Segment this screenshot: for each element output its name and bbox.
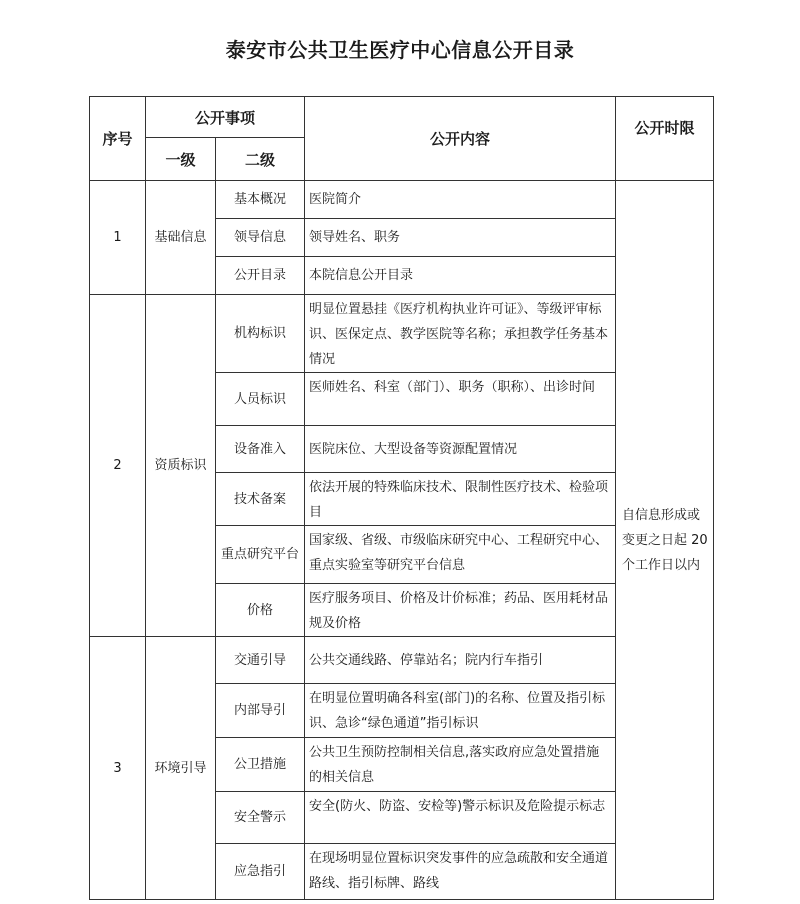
row-content: 在现场明显位置标识突发事件的应急疏散和安全通道路线、指引标牌、路线 [305, 844, 616, 900]
row-content: 医院床位、大型设备等资源配置情况 [305, 426, 616, 473]
row-level2: 安全警示 [216, 792, 305, 844]
row-content: 依法开展的特殊临床技术、限制性医疗技术、检验项目 [305, 473, 616, 526]
row-content: 公共交通线路、停靠站名；院内行车指引 [305, 637, 616, 684]
row-level2: 应急指引 [216, 844, 305, 900]
row-level2: 内部导引 [216, 684, 305, 738]
row-level2: 交通引导 [216, 637, 305, 684]
row-content: 在明显位置明确各科室(部门)的名称、位置及指引标识、急诊“绿色通道”指引标识 [305, 684, 616, 738]
group-seq: 3 [90, 637, 146, 900]
group-seq: 1 [90, 181, 146, 295]
header-level1: 一级 [146, 138, 216, 181]
row-level2: 机构标识 [216, 295, 305, 373]
row-content: 医疗服务项目、价格及计价标准；药品、医用耗材品规及价格 [305, 584, 616, 637]
group-level1: 基础信息 [146, 181, 216, 295]
row-level2: 领导信息 [216, 219, 305, 257]
header-time: 公开时限 [616, 97, 714, 181]
row-content: 领导姓名、职务 [305, 219, 616, 257]
row-level2: 技术备案 [216, 473, 305, 526]
header-level2: 二级 [216, 138, 305, 181]
group-level1: 环境引导 [146, 637, 216, 900]
time-limit: 自信息形成或变更之日起 20 个工作日以内 [616, 181, 714, 900]
row-level2: 人员标识 [216, 373, 305, 426]
row-level2: 公卫措施 [216, 738, 305, 792]
row-content: 医师姓名、科室（部门）、职务（职称）、出诊时间 [305, 373, 616, 426]
row-content: 安全(防火、防盗、安检等)警示标识及危险提示标志 [305, 792, 616, 844]
row-content: 明显位置悬挂《医疗机构执业许可证》、等级评审标识、医保定点、教学医院等名称；承担教学任务基本情况 [305, 295, 616, 373]
page-title: 泰安市公共卫生医疗中心信息公开目录 [225, 38, 575, 62]
disclosure-table [89, 96, 714, 900]
row-content: 医院简介 [305, 181, 616, 219]
header-seq: 序号 [90, 97, 146, 181]
header-content: 公开内容 [305, 97, 616, 181]
row-content: 本院信息公开目录 [305, 257, 616, 295]
table-row [90, 181, 714, 219]
row-content: 公共卫生预防控制相关信息,落实政府应急处置措施的相关信息 [305, 738, 616, 792]
header-items: 公开事项 [146, 97, 305, 138]
row-level2: 价格 [216, 584, 305, 637]
row-level2: 公开目录 [216, 257, 305, 295]
row-level2: 重点研究平台 [216, 526, 305, 584]
group-level1: 资质标识 [146, 295, 216, 637]
row-content: 国家级、省级、市级临床研究中心、工程研究中心、重点实验室等研究平台信息 [305, 526, 616, 584]
group-seq: 2 [90, 295, 146, 637]
row-level2: 基本概况 [216, 181, 305, 219]
row-level2: 设备准入 [216, 426, 305, 473]
